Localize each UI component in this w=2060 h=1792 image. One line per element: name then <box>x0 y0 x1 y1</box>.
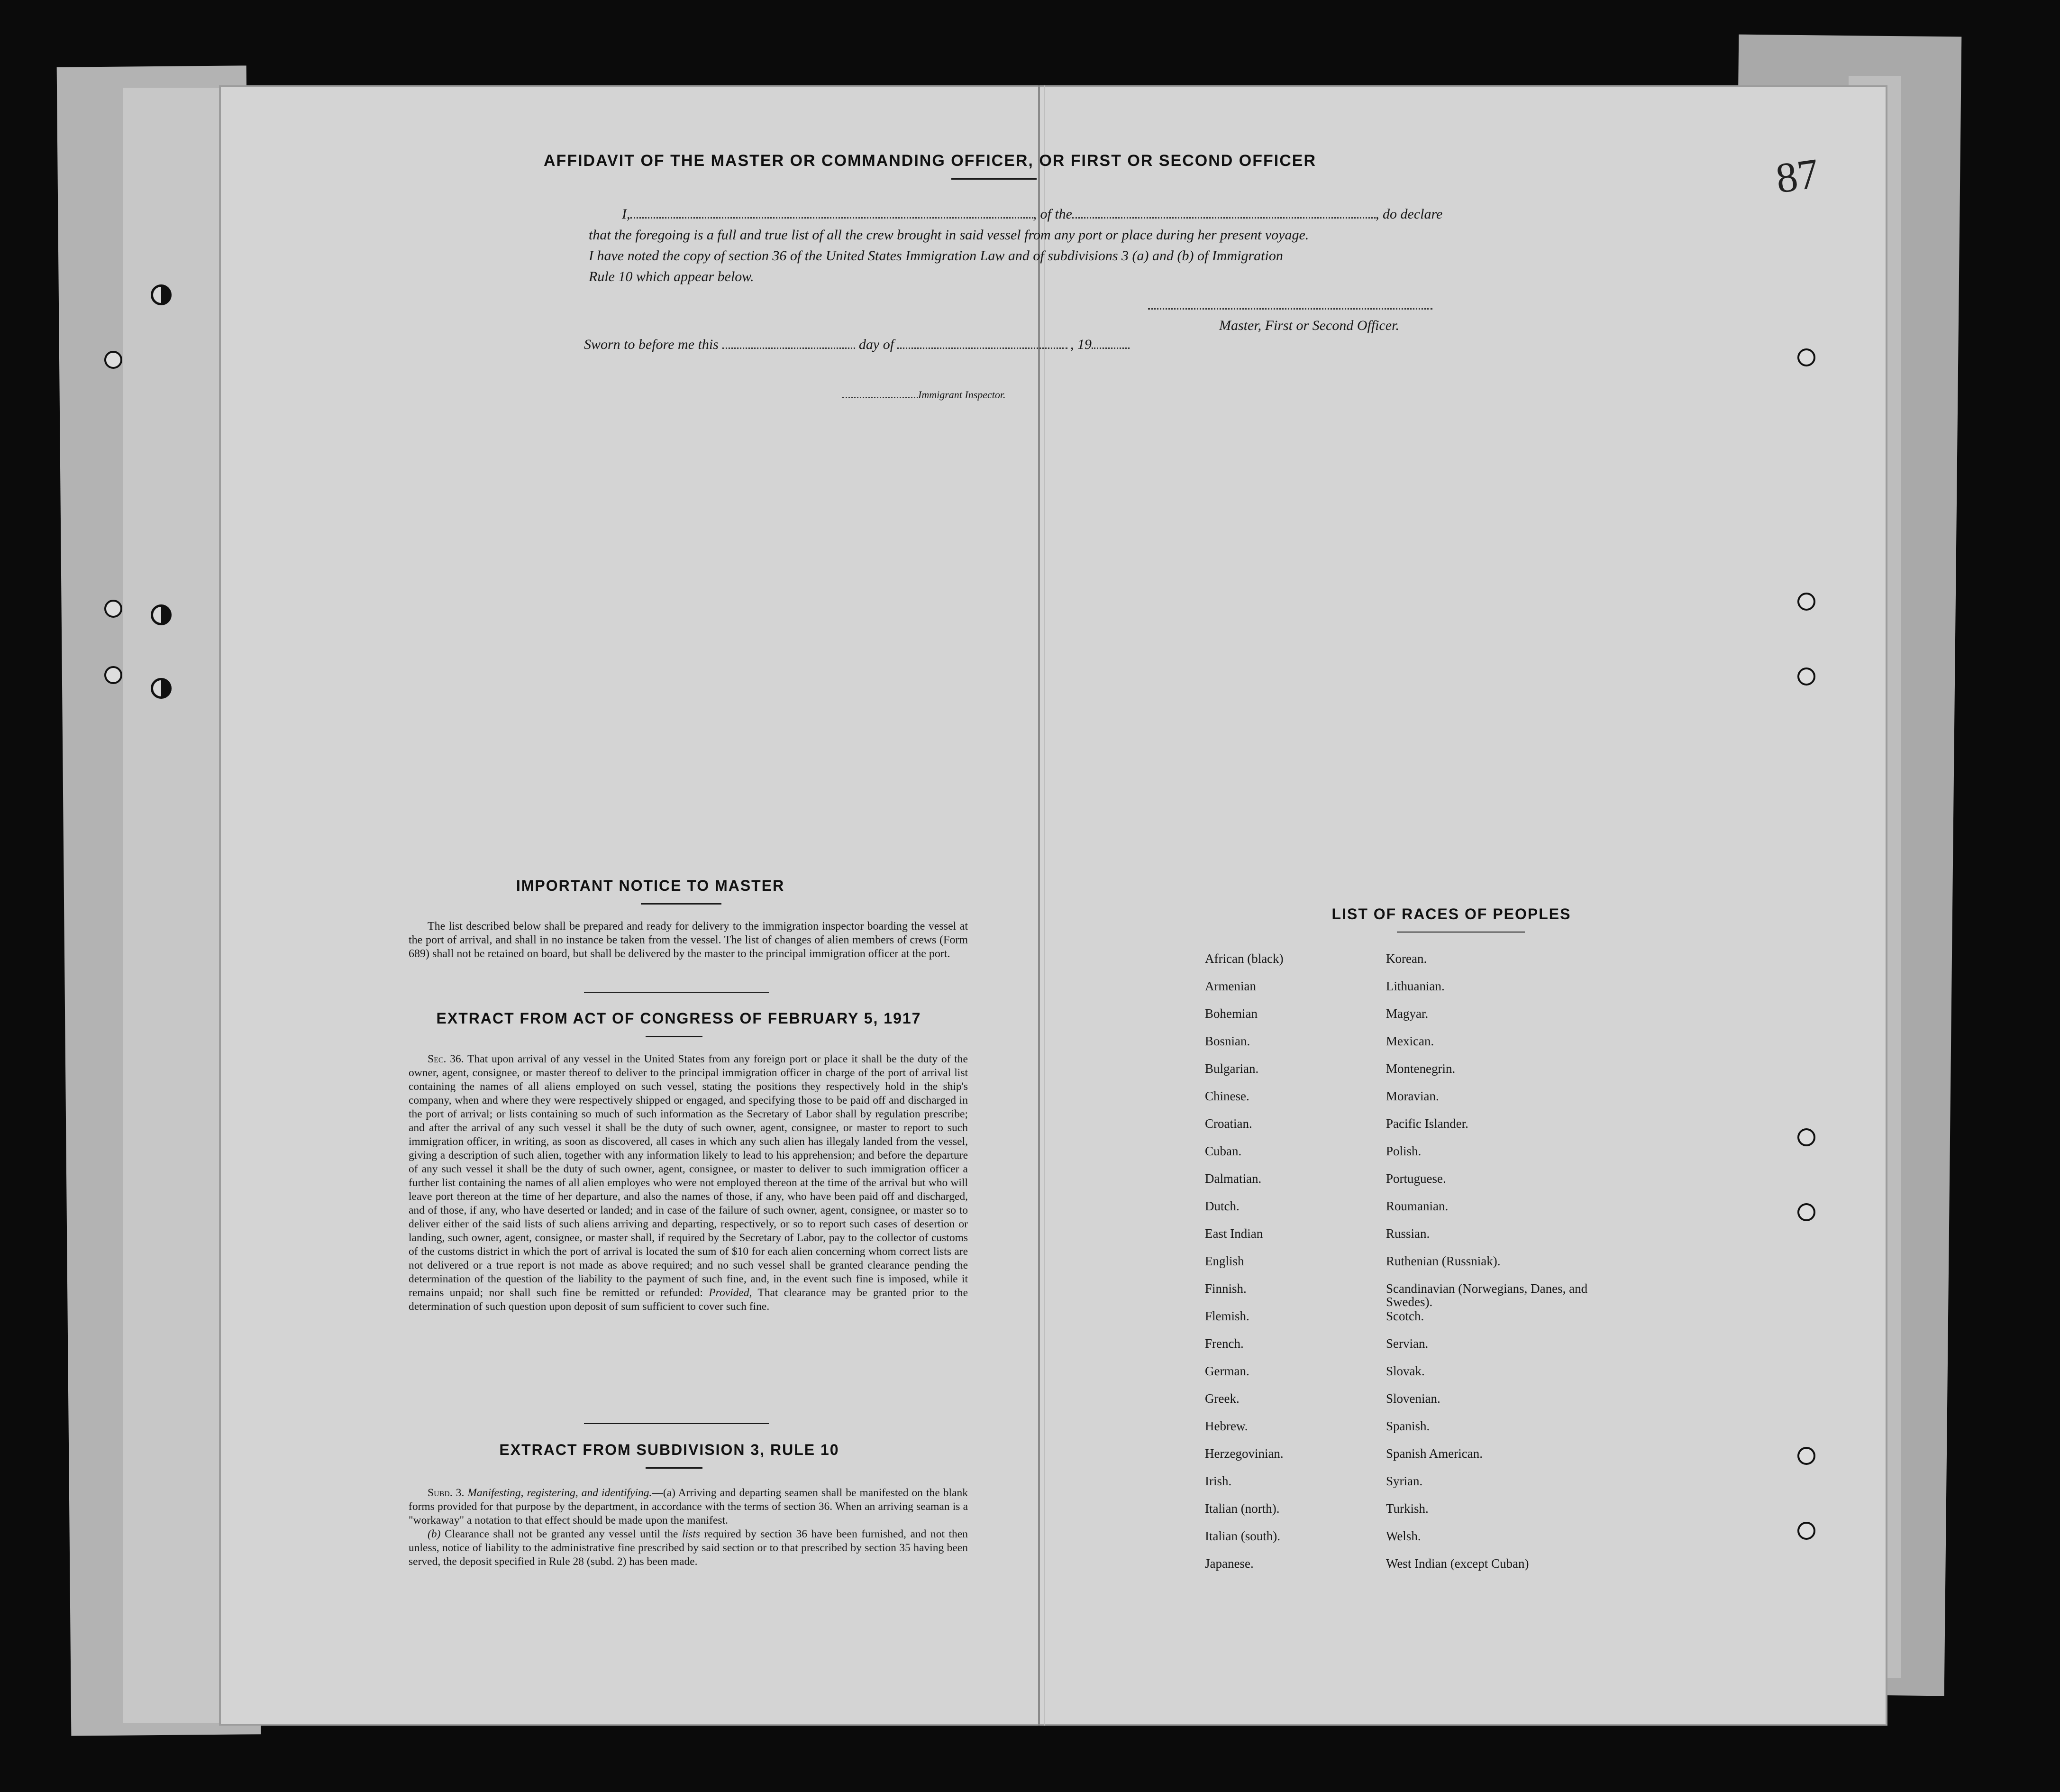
sworn-label: Sworn to before me this <box>584 337 719 352</box>
inspector-label: Immigrant Inspector. <box>918 389 1006 401</box>
rule10-title: EXTRACT FROM SUBDIVISION 3, RULE 10 <box>499 1441 839 1458</box>
race-item: Japanese. <box>1205 1556 1254 1571</box>
race-item: Montenegrin. <box>1386 1061 1456 1076</box>
binder-hole <box>1797 1203 1815 1221</box>
race-item: Portuguese. <box>1386 1171 1446 1186</box>
binder-hole <box>151 284 172 305</box>
signature-label: Master, First or Second Officer. <box>1219 318 1399 333</box>
affidavit-line-2: that the foregoing is a full and true list of all the crew brought in said vessel from any port or place during her present voyage. <box>589 227 1309 243</box>
race-item: Chinese. <box>1205 1089 1249 1103</box>
notice-title: IMPORTANT NOTICE TO MASTER <box>516 877 785 894</box>
race-item: Welsh. <box>1386 1529 1421 1543</box>
binder-hole <box>151 604 172 625</box>
vessel-name-field[interactable] <box>1072 217 1376 219</box>
inspector-signature-field[interactable] <box>842 397 918 398</box>
rule10-text <box>409 1486 968 1569</box>
affidavit-of-label: , of the <box>1033 206 1072 222</box>
rule10-para-b: (b) Clearance shall not be granted any vessel until the lists required by section 36 have been furnished, and not then unless, notice of liability to the administrative fine prescribed by said section or to that prescribed by section 35 having been served, the deposit specified in Rule 28 (subd. 2) has been made. <box>409 1528 968 1568</box>
subd-label: Subd. 3. <box>428 1487 465 1499</box>
officer-name-field[interactable] <box>630 217 1033 219</box>
race-item: English <box>1205 1254 1244 1268</box>
race-item: Italian (south). <box>1205 1529 1280 1543</box>
race-item: Hebrew. <box>1205 1419 1248 1433</box>
binder-hole <box>1797 593 1815 611</box>
sworn-month-field[interactable] <box>897 347 1067 349</box>
sworn-line <box>584 337 1130 353</box>
race-item: Herzegovinian. <box>1205 1446 1284 1461</box>
binder-hole <box>1797 1128 1815 1146</box>
race-item: Moravian. <box>1386 1089 1439 1103</box>
affidavit-body <box>589 204 1679 287</box>
para-a-label: —(a) <box>652 1487 675 1499</box>
race-item: Greek. <box>1205 1391 1240 1406</box>
race-item: Pacific Islander. <box>1386 1116 1468 1131</box>
notice-text: The list described below shall be prepared and ready for delivery to the immigration inspector boarding the vessel at the port of arrival, and shall in no instance be taken from the vessel. The list of changes of alien members of crews (Form 689) shall not be retained on board, but shall be delivered by the master to the principal immigration officer at the port. <box>409 920 968 960</box>
affidavit-i-label: I, <box>622 206 630 222</box>
binder-hole <box>104 351 122 369</box>
race-item: Servian. <box>1386 1336 1429 1351</box>
sworn-year-field[interactable] <box>1092 347 1130 349</box>
race-item: Dutch. <box>1205 1199 1240 1213</box>
race-item: Scotch. <box>1386 1309 1424 1323</box>
para-b-label: (b) <box>428 1528 441 1540</box>
act-section-label: Sec. 36. <box>428 1053 464 1065</box>
race-item: Magyar. <box>1386 1006 1429 1021</box>
race-item: Dalmatian. <box>1205 1171 1262 1186</box>
handwritten-margin-note: 87 <box>1773 150 1822 202</box>
page-fold <box>1038 85 1040 1726</box>
race-item: Syrian. <box>1386 1474 1423 1488</box>
binder-hole <box>104 666 122 684</box>
race-item: Ruthenian (Russniak). <box>1386 1254 1501 1268</box>
year-prefix: , 19 <box>1070 337 1092 352</box>
race-item: East Indian <box>1205 1226 1263 1241</box>
race-item: Turkish. <box>1386 1501 1429 1516</box>
act-provided-label: Provided, <box>709 1287 752 1299</box>
race-item: Italian (north). <box>1205 1501 1280 1516</box>
act-body: That upon arrival of any vessel in the United States from any foreign port or place it shall be the duty of the owner, agent, consignee, or master thereof to deliver to the principal immigration officer in charge of the port of arrival list containing the names of all aliens employed on such vessel, stating the positions they respectively hold in the ship's company, when and where they were respectively shipped or engaged, and specifying those to be paid off and discharged in the port of arrival; or lists containing so much of such information as the Secretary of Labor shall by regulation prescribe; and after the arrival of any such vessel it shall be the duty of such owner, agent, consignee, or master to report to such immigration officer, in writing, as soon as discovered, all cases in which any such alien has illegaly landed from the vessel, giving a description of such alien, together with any information likely to lead to his apprehension; and before the departure of any such vessel it shall be the duty of such owner, agent, consignee, or master to deliver to such immigration officer a further list containing the names of all alien employes who were not employed thereon at the time of the arrival but who will leave port thereon at the time of her departure, and also the names of those, if any, who have been paid off and discharged, and of those, if any, who have deserted or landed; and in case of the failure of such owner, agent, consignee, or master so to deliver either of the said lists of such aliens arriving and departing, respectively, or so to report such cases of desertion or landing, such owner, agent, consignee, or master shall, if required by the Secretary of Labor, pay to the collector of customs of the customs district in which the port of arrival is located the sum of $10 for each alien concerning whom correct lists are not delivered or a true report is not made as above required; and no such vessel shall be granted clearance pending the determination of the question of the liability to the payment of such fine, and, in the event such fine is imposed, while it remains unpaid; nor shall such fine be remitted or refunded: <box>409 1053 968 1299</box>
race-item: Scandinavian (Norwegians, Danes, and Swedes). <box>1386 1281 1588 1309</box>
affidavit-title: AFFIDAVIT OF THE MASTER OR COMMANDING OFFICER, OR FIRST OR SECOND OFFICER <box>544 152 1316 170</box>
act-body-end: That clearance may be granted prior to the determination of such question upon deposit of sum sufficient to cover such fine. <box>409 1287 968 1313</box>
para-a-text: Arriving and departing seamen shall be manifested on the blank forms provided for that purpose by the department, in accordance with the terms of section 36. When an arriving seaman is a "workaway" a notation to that effect should be made upon the manifest. <box>409 1487 968 1527</box>
affidavit-line-3: I have noted the copy of section 36 of the United States Immigration Law and of subdivisions 3 (a) and (b) of Immigration <box>589 248 1283 264</box>
day-of-label: day of <box>858 337 894 352</box>
inspector-line <box>842 389 1006 401</box>
race-item: Slovenian. <box>1386 1391 1440 1406</box>
binder-hole <box>1797 667 1815 686</box>
act-text <box>409 1052 968 1314</box>
race-item: Finnish. <box>1205 1281 1247 1296</box>
race-item: French. <box>1205 1336 1244 1351</box>
race-item: Slovak. <box>1386 1364 1425 1378</box>
race-item: Spanish. <box>1386 1419 1430 1433</box>
race-item: Irish. <box>1205 1474 1232 1488</box>
race-item: Bosnian. <box>1205 1034 1250 1048</box>
affidavit-line-4: Rule 10 which appear below. <box>589 269 754 284</box>
binder-hole <box>1797 348 1815 366</box>
binder-hole <box>104 600 122 618</box>
race-item: German. <box>1205 1364 1249 1378</box>
race-item: African (black) <box>1205 951 1284 966</box>
affidavit-declare-label: , do declare <box>1376 206 1443 222</box>
races-title: LIST OF RACES OF PEOPLES <box>1331 905 1571 923</box>
act-title: EXTRACT FROM ACT OF CONGRESS OF FEBRUARY 5, 1917 <box>436 1010 921 1027</box>
race-item: Flemish. <box>1205 1309 1249 1323</box>
race-item: Spanish American. <box>1386 1446 1483 1461</box>
race-item: Roumanian. <box>1386 1199 1449 1213</box>
sworn-day-field[interactable] <box>722 347 855 349</box>
binder-hole <box>151 678 172 699</box>
binder-hole <box>1797 1447 1815 1465</box>
signature-field[interactable] <box>1148 308 1432 310</box>
subd-heading: Manifesting, registering, and identifying. <box>467 1487 652 1499</box>
race-item: Russian. <box>1386 1226 1430 1241</box>
race-item: West Indian (except Cuban) <box>1386 1556 1529 1571</box>
race-item: Lithuanian. <box>1386 979 1445 993</box>
races-list-right <box>1386 952 1604 1584</box>
race-item: Armenian <box>1205 979 1256 993</box>
race-item: Mexican. <box>1386 1034 1434 1048</box>
race-item: Cuban. <box>1205 1144 1242 1158</box>
race-item: Croatian. <box>1205 1116 1252 1131</box>
race-item: Polish. <box>1386 1144 1422 1158</box>
race-item: Bohemian <box>1205 1006 1258 1021</box>
rule10-para-a <box>409 1486 968 1527</box>
manifest-page <box>219 85 1887 1726</box>
races-list-left <box>1205 952 1385 1584</box>
race-item: Bulgarian. <box>1205 1061 1259 1076</box>
affidavit-line-1 <box>589 204 1679 225</box>
race-item: Korean. <box>1386 951 1427 966</box>
binder-hole <box>1797 1522 1815 1540</box>
